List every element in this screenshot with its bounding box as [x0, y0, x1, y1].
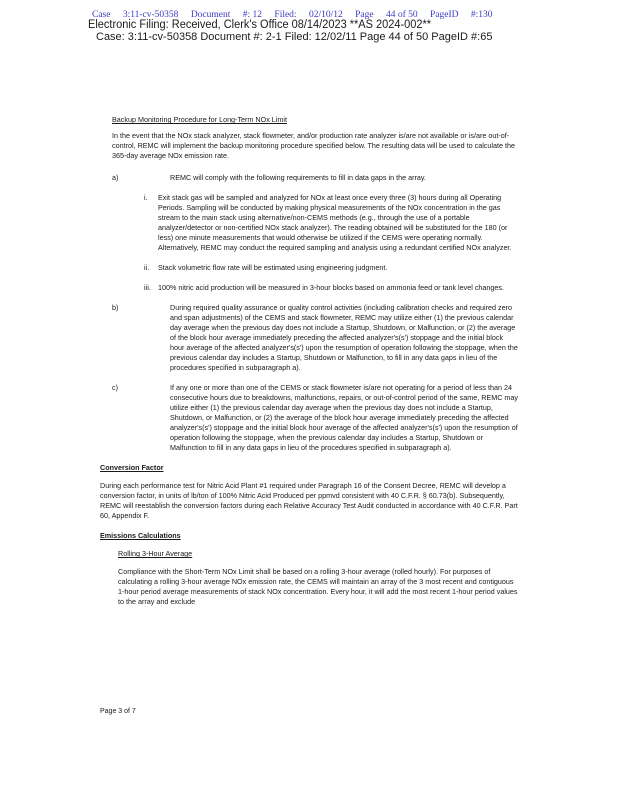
item-a-label: a): [112, 173, 119, 182]
intro-paragraph: In the event that the NOx stack analyzer, stack flowmeter, and/or production rate analyzer is/are not available or is/are out-of-control, REMC will implement the backup monitoring procedure specified below. The resulting data will be used to calculate the 365-day average NOx emission rate.: [112, 131, 515, 160]
backup-procedure-heading: Backup Monitoring Procedure for Long-Term NOx Limit: [112, 115, 287, 124]
item-c: [112, 383, 518, 453]
stamp-document-number: #: 12: [242, 10, 263, 20]
document-body: [100, 115, 518, 607]
item-b: [112, 303, 518, 373]
item-a-iii: [144, 283, 518, 293]
stamp-page-of: 44 of 50: [385, 10, 418, 20]
conversion-factor-paragraph: During each performance test for Nitric Acid Plant #1 required under Paragraph 16 of the Consent Decree, REMC will develop a conversion factor, in units of lb/ton of 100% Nitric Acid Produced per ppmvd consistent with 40 C.F.R. § 60.73(b). Subsequently, REMC will reestablish the conversion factors during each Relative Accuracy Test Audit conducted in accordance with 40 C.F.R. Part 60, Appendix F.: [100, 481, 518, 520]
stamp-case-number: 3:11-cv-50358: [122, 10, 179, 20]
item-b-text: During required quality assurance or quality control activities (including calibration checks and required zero and span adjustments) of the CEMS and stack flowmeter, REMC may utilize either (1) the previous calendar day average when the previous day does not include a Startup, Shutdown, or Malfunction, or (2) the average of the block hour average immediately preceding the affected analyzer's(s') stoppage and the initial block hour average of the affected analyzer's(s') upon the resumption of operation following the stoppage, when the previous calendar day includes a Startup, Shutdown or Malfunction, to fill in any data gaps in lieu of the procedures specified in subparagraph a).: [170, 303, 518, 372]
page-footer: Page 3 of 7: [100, 708, 136, 715]
stamp-filed-label: Filed:: [274, 10, 297, 20]
item-a-i-text: Exit stack gas will be sampled and analyzed for NOx at least once every three (3) hours during all Operating Periods. Sampling will be conducted by making physical measurements of the NOx concentration in the gas stream to the main stack using alternative/non-CEMS methods (e.g., through the use of a portable analyzer/detector or non-certified NOx stack analyzer). The reading obtained will be substituted for the 180 (or less) one minute measurements that would otherwise be utilized if the CEMS were operating normally. Alternatively, REMC may conduct the required sampling and analysis using a redundant certified NOx analyzer.: [158, 193, 512, 252]
item-c-label: c): [112, 383, 118, 392]
case-header-line: Case: 3:11-cv-50358 Document #: 2-1 Filed: 12/02/11 Page 44 of 50 PageID #:65: [96, 31, 493, 43]
stamp-page-label: Page: [355, 10, 374, 20]
rolling-average-paragraph: Compliance with the Short-Term NOx Limit shall be based on a rolling 3-hour average (rolled hourly). For purposes of calculating a rolling 3-hour average NOx emission rate, the CEMS will maintain an array of the 3 most recent and contiguous 1-hour period average measurements of stack NOx concentration. Every hour, it will add the most recent 1-hour period values to the array and exclude: [118, 567, 518, 606]
item-a-ii-text: Stack volumetric flow rate will be estimated using engineering judgment.: [158, 263, 388, 272]
item-a-i-label: i.: [144, 193, 148, 202]
stamp-case-label: Case: [92, 10, 111, 20]
item-a-ii: [144, 263, 518, 273]
item-b-label: b): [112, 303, 119, 312]
rolling-average-heading: Rolling 3-Hour Average: [118, 549, 193, 558]
emissions-calculations-heading: Emissions Calculations: [100, 531, 181, 540]
item-a-text: REMC will comply with the following requirements to fill in data gaps in the array.: [170, 173, 426, 182]
item-a-ii-label: ii.: [144, 263, 150, 272]
item-a-iii-text: 100% nitric acid production will be measured in 3-hour blocks based on ammonia feed or tank level changes.: [158, 283, 504, 292]
stamp-filed-date: 02/10/12: [308, 10, 343, 20]
item-a-iii-label: iii.: [144, 283, 151, 292]
stamp-document-label: Document: [190, 10, 231, 20]
stamp-pageid-label: PageID: [430, 10, 459, 20]
conversion-factor-heading: Conversion Factor: [100, 463, 164, 472]
item-c-text: If any one or more than one of the CEMS or stack flowmeter is/are not operating for a period of less than 24 consecutive hours due to breakdowns, malfunctions, repairs, or out-of-control period of the same, REMC may utilize either (1) the previous calendar day average when the previous day does not include a Startup, Shutdown, or Malfunction, or (2) the average of the block hour average immediately preceding the affected analyzer's(s') stoppage and the initial block hour average of the affected analyzer's(s') upon the resumption of operation following the stoppage, when the previous calendar day includes a Startup, Shutdown or Malfunction to fill in any data gaps in lieu of the procedures specified in subparagraph a).: [170, 383, 518, 452]
electronic-filing-line: Electronic Filing: Received, Clerk's Office 08/14/2023 **AS 2024-002**: [88, 18, 432, 32]
item-a: [112, 173, 518, 183]
stamp-pageid-number: #:130: [470, 10, 493, 20]
item-a-i: [144, 193, 518, 253]
